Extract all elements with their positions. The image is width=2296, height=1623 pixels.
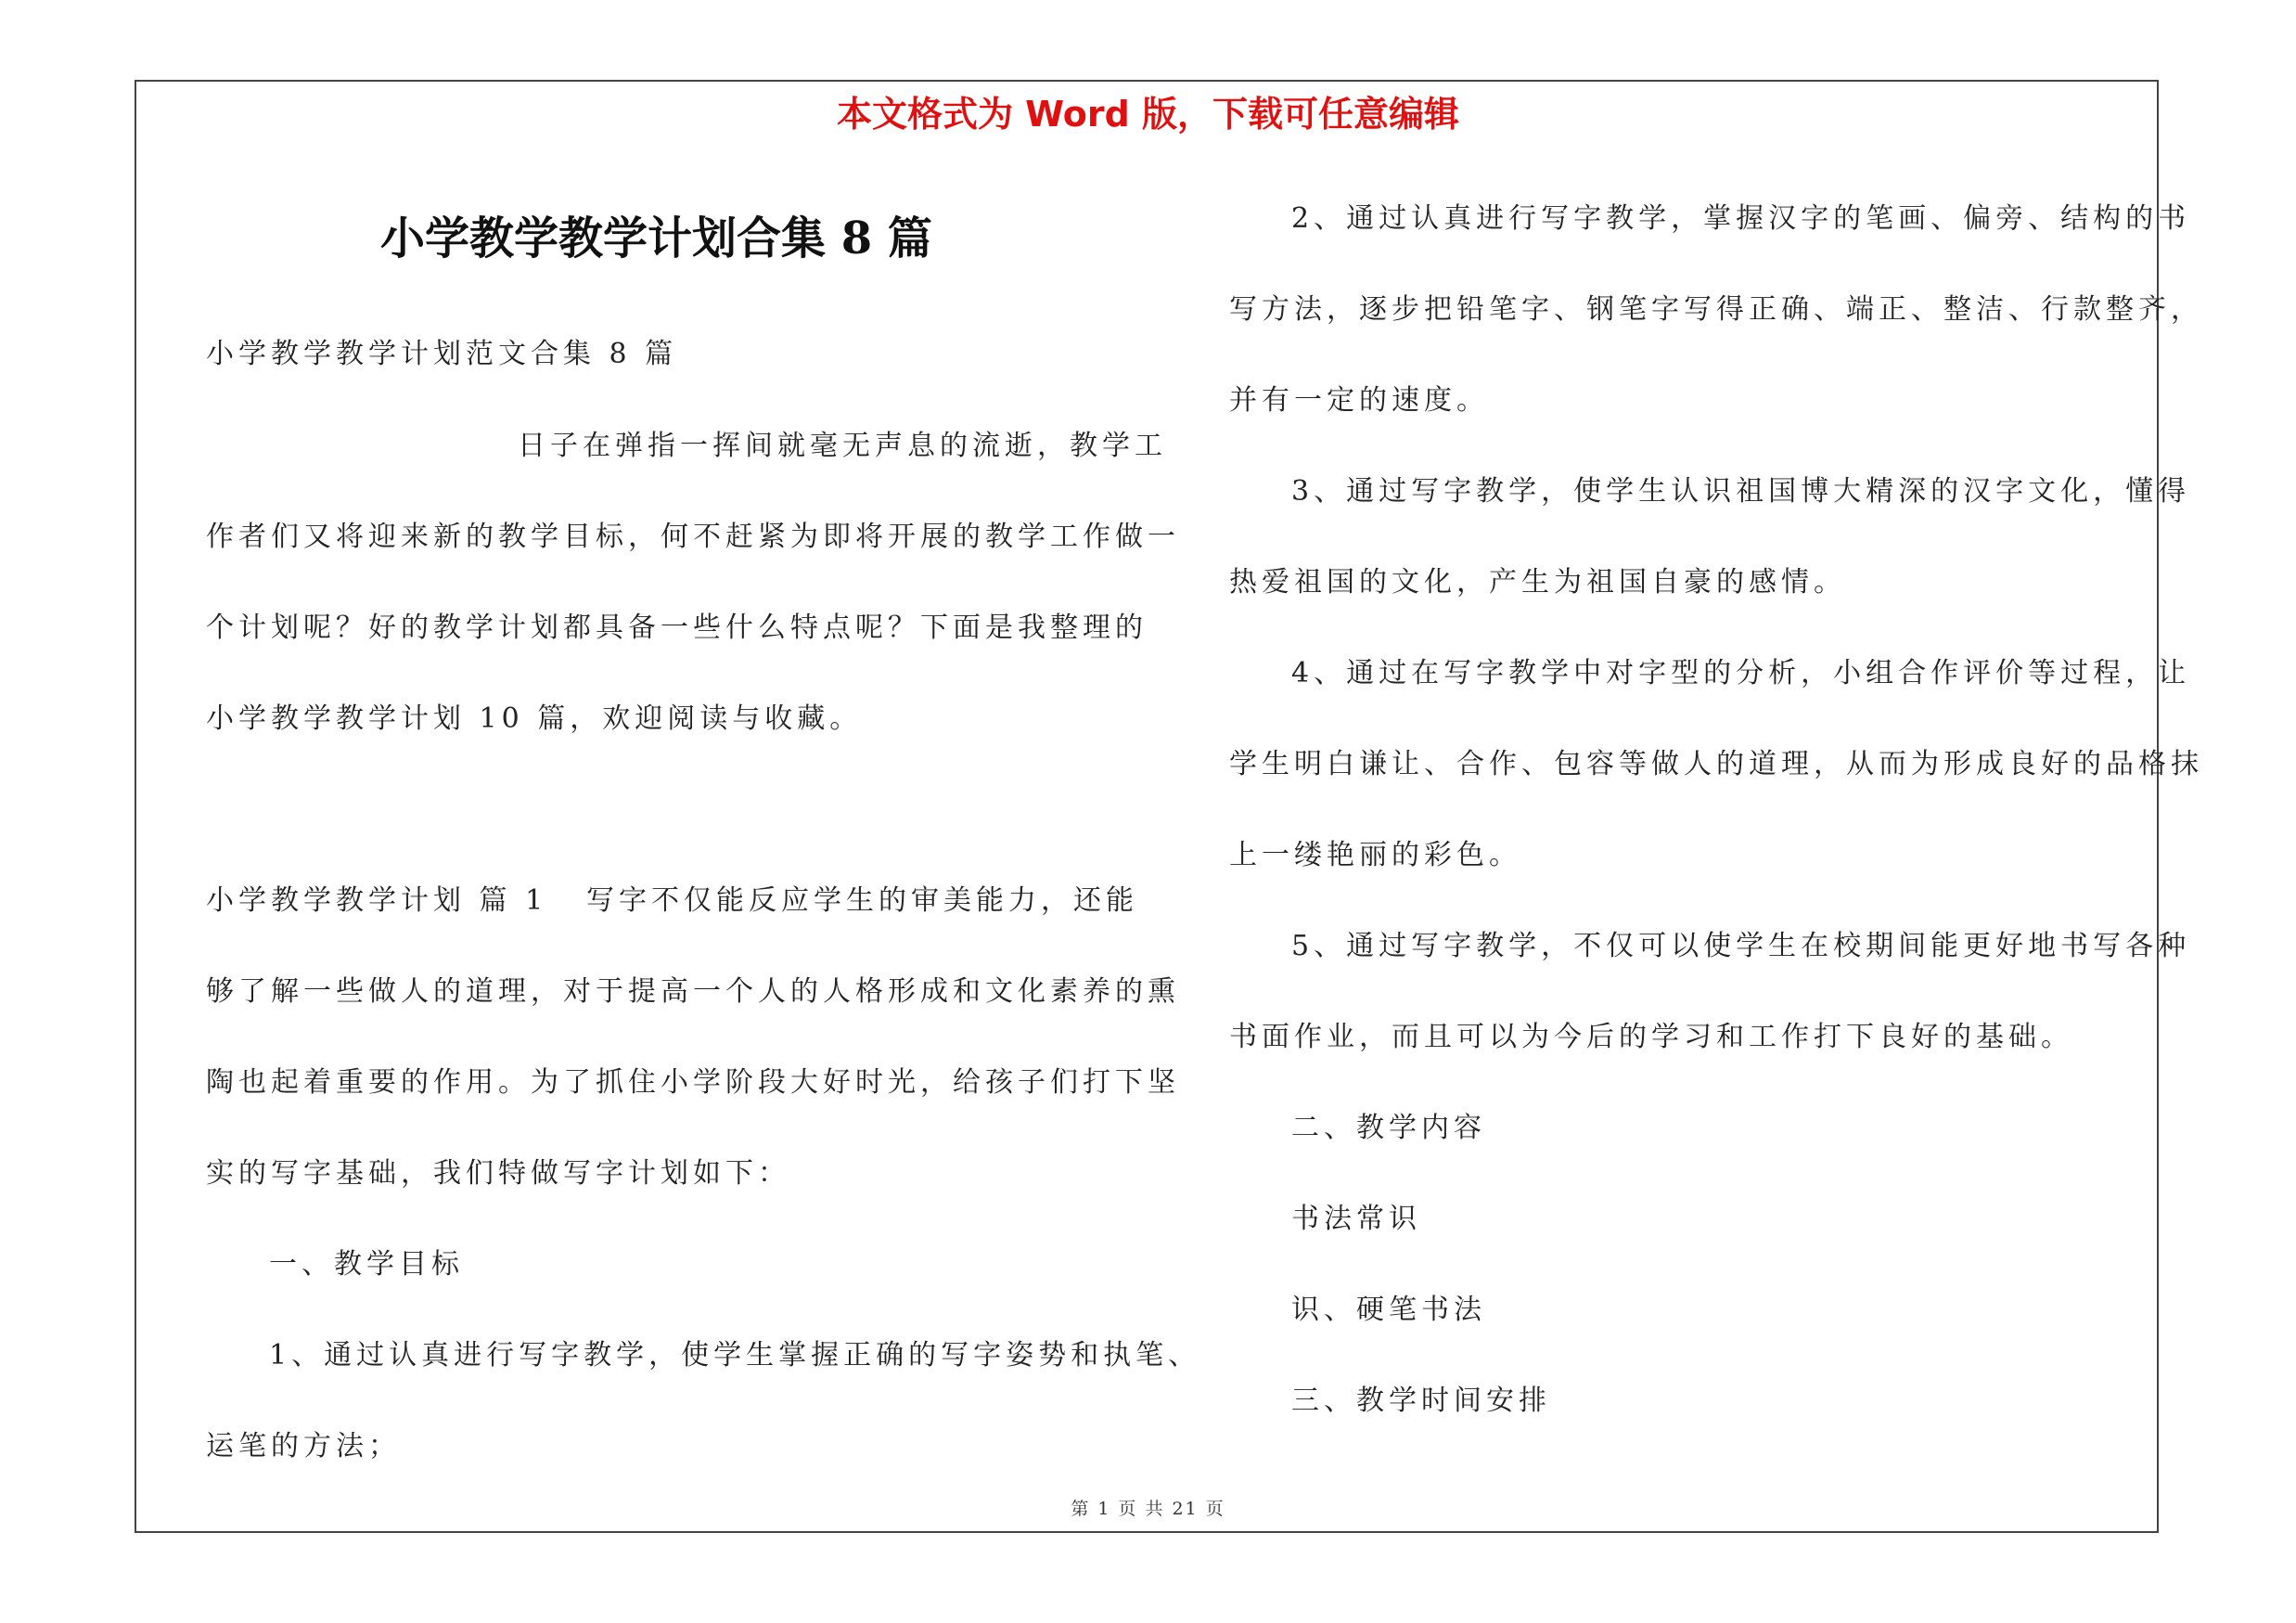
section-heading: 一、教学目标 xyxy=(269,1248,464,1281)
page-prefix: 第 xyxy=(1071,1499,1091,1519)
page-mid: 页 共 xyxy=(1118,1499,1165,1519)
paragraph-line: 4、通过在写字教学中对字型的分析，小组合作评价等过程，让 xyxy=(1291,657,2191,689)
paragraph-line: 够了解一些做人的道理，对于提高一个人的人格形成和文化素养的熏 xyxy=(206,975,1180,1008)
paragraph-line: 书法常识 xyxy=(1291,1203,1421,1235)
paragraph-line: 3、通过写字教学，使学生认识祖国博大精深的汉字文化，懂得 xyxy=(1291,475,2191,508)
format-banner: 本文格式为 Word 版，下载可任意编辑 xyxy=(836,94,1460,135)
paragraph-line: 写方法，逐步把铅笔字、钢笔字写得正确、端正、整洁、行款整齐， xyxy=(1229,293,2203,326)
section-heading: 小学教学教学计划 篇 1 xyxy=(206,884,548,917)
page-number xyxy=(0,1495,2296,1520)
paragraph-line: 实的写字基础，我们特做写字计划如下： xyxy=(206,1157,790,1190)
total-pages: 21 xyxy=(1172,1499,1199,1519)
subtitle-line: 小学教学教学计划范文合集 8 篇 xyxy=(206,338,678,370)
paragraph-line: 识、硬笔书法 xyxy=(1291,1294,1486,1326)
paragraph-line: 书面作业，而且可以为今后的学习和工作打下良好的基础。 xyxy=(1229,1021,2073,1053)
paragraph-line: 写字不仅能反应学生的审美能力，还能 xyxy=(586,884,1138,917)
paragraph-line: 个计划呢？好的教学计划都具备一些什么特点呢？下面是我整理的 xyxy=(206,612,1148,644)
paragraph-line: 运笔的方法； xyxy=(206,1430,401,1462)
paragraph-line: 日子在弹指一挥间就毫无声息的流逝，教学工 xyxy=(518,430,1167,462)
paragraph-line: 陶也起着重要的作用。为了抓住小学阶段大好时光，给孩子们打下坚 xyxy=(206,1066,1180,1099)
section-heading: 三、教学时间安排 xyxy=(1291,1385,1551,1417)
paragraph-line: 学生明白谦让、合作、包容等做人的道理，从而为形成良好的品格抹 xyxy=(1229,748,2203,780)
paragraph-line: 5、通过写字教学，不仅可以使学生在校期间能更好地书写各种 xyxy=(1291,930,2191,962)
paragraph-line: 2、通过认真进行写字教学，掌握汉字的笔画、偏旁、结构的书 xyxy=(1291,202,2191,235)
section-heading: 二、教学内容 xyxy=(1291,1112,1486,1144)
paragraph-line: 小学教学教学计划 10 篇，欢迎阅读与收藏。 xyxy=(206,702,863,735)
paragraph-line: 热爱祖国的文化，产生为祖国自豪的感情。 xyxy=(1229,566,1846,599)
paragraph-line: 作者们又将迎来新的教学目标，何不赶紧为即将开展的教学工作做一 xyxy=(206,521,1180,553)
current-page: 1 xyxy=(1097,1499,1111,1519)
paragraph-line: 上一缕艳丽的彩色。 xyxy=(1229,839,1521,871)
paragraph-line: 并有一定的速度。 xyxy=(1229,384,1489,417)
document-title: 小学教学教学计划合集 8 篇 xyxy=(380,213,932,264)
page-suffix: 页 xyxy=(1205,1499,1225,1519)
paragraph-line: 1、通过认真进行写字教学，使学生掌握正确的写字姿势和执笔、 xyxy=(269,1339,1201,1372)
